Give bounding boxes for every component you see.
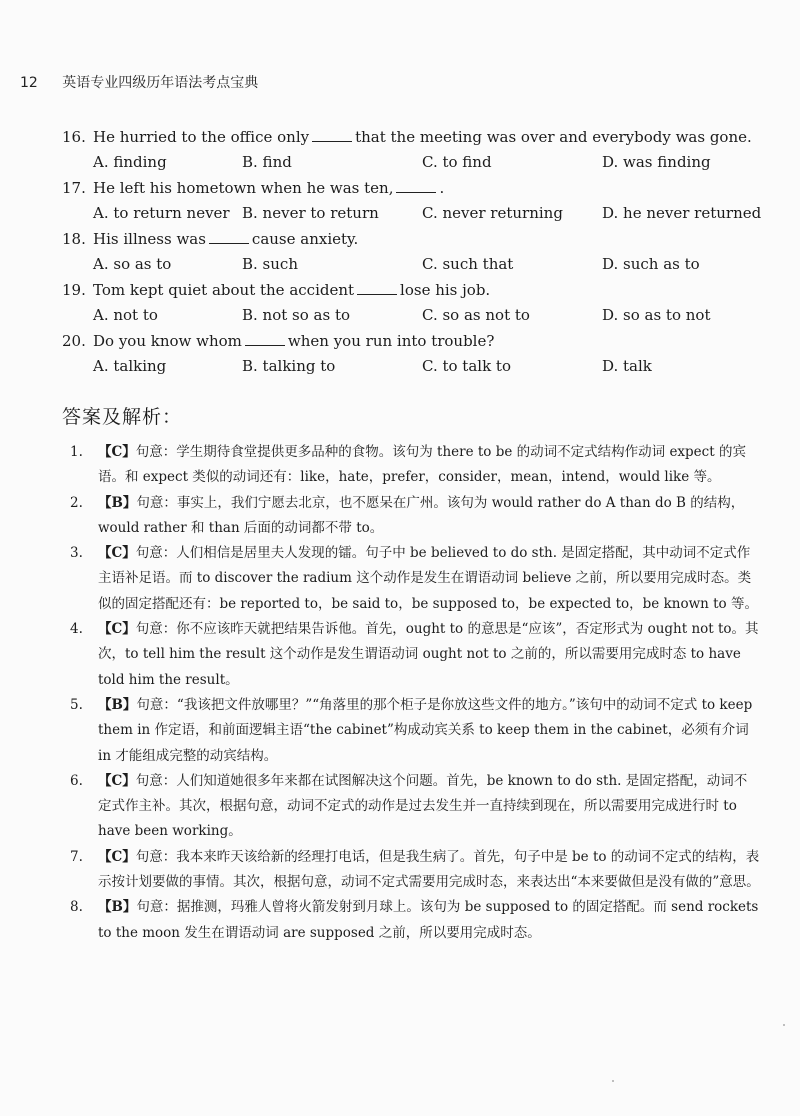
stem-text-after: when you run into trouble? <box>287 332 495 350</box>
option-row <box>62 253 762 279</box>
question-item <box>62 279 762 330</box>
question-list <box>62 126 762 381</box>
stem-text-before: Do you know whom <box>93 332 242 350</box>
option-a: A. not to <box>93 306 158 324</box>
option-a: A. finding <box>93 153 167 171</box>
option-c: C. to find <box>422 153 492 171</box>
option-row <box>62 202 762 228</box>
option-row <box>62 151 762 177</box>
answer-explanation: 句意：你不应该昨天就把结果告诉他。首先，ought to 的意思是“应该”，否定形式为 ought not to。其次，to tell him the result 这个动作是发生谓语动词 ought not to 之前的，所以需要用完成时态 to have told him the result。 <box>98 621 759 688</box>
answer-blank <box>396 178 436 193</box>
answer-item <box>70 541 760 617</box>
answer-explanation: 句意：事实上，我们宁愿去北京，也不愿呆在广州。该句为 would rather do A than do B 的结构，would rather 和 than 后面的动词都不带 to。 <box>98 494 745 536</box>
answer-key: 【B】 <box>98 899 137 916</box>
answer-blank <box>209 229 249 244</box>
question-number: 19. <box>62 281 86 299</box>
stem-text-before: He hurried to the office only <box>93 128 310 146</box>
answer-explanation: 句意：“我该把文件放哪里？”“角落里的那个柜子是你放这些文件的地方。”该句中的动词不定式 to keep them in 作定语，和前面逻辑主语“the cabinet”构成动宾关系 to keep them in the cabinet，必须有介词 in 才能组成完整的动宾结构。 <box>98 696 753 764</box>
stem-text-before: He left his hometown when he was ten, <box>93 179 394 197</box>
answer-number: 2. <box>70 494 83 511</box>
question-number: 18. <box>62 230 86 248</box>
option-b: B. such <box>242 255 298 273</box>
question-stem <box>62 126 762 151</box>
answer-item <box>70 769 760 845</box>
answer-item <box>70 617 760 693</box>
answer-explanation: 句意：人们知道她很多年来都在试图解决这个问题。首先，be known to do sth. 是固定搭配，动词不定式作主补。其次，根据句意，动词不定式的动作是过去发生并一直持续到现在，所以需要用完成进行时 to have been working。 <box>98 772 748 840</box>
answer-key: 【B】 <box>98 696 137 713</box>
question-number: 16. <box>62 128 86 146</box>
book-title: 英语专业四级历年语法考点宝典 <box>62 75 259 91</box>
option-c: C. never returning <box>422 204 563 222</box>
answer-blank <box>357 280 397 295</box>
question-stem <box>62 330 762 355</box>
stem-text-before: Tom kept quiet about the accident <box>93 281 355 299</box>
answer-item <box>70 491 760 542</box>
answer-item <box>70 693 760 769</box>
question-stem <box>62 279 762 304</box>
option-d: D. such as to <box>602 255 700 273</box>
answer-item <box>70 895 760 946</box>
option-a: A. so as to <box>93 255 172 273</box>
stem-text-after: lose his job. <box>400 281 491 299</box>
answer-item <box>70 440 760 491</box>
answer-explanation: 句意：学生期待食堂提供更多品种的食物。该句为 there to be 的动词不定式结构作动词 expect 的宾语。和 expect 类似的动词还有：like，hate，prefer，consider，mean，intend，would like 等。 <box>98 444 746 486</box>
question-item <box>62 177 762 228</box>
option-b: B. never to return <box>242 204 379 222</box>
option-row <box>62 355 762 381</box>
answer-number: 7. <box>70 848 83 865</box>
option-d: D. so as to not <box>602 306 711 324</box>
answer-key: 【C】 <box>98 621 136 638</box>
answer-key: 【C】 <box>98 545 136 562</box>
answer-number: 3. <box>70 545 83 562</box>
stem-text-after: that the meeting was over and everybody was gone. <box>355 128 752 146</box>
answer-number: 6. <box>70 772 83 789</box>
answer-list <box>70 440 760 946</box>
option-d: D. he never returned <box>602 204 762 222</box>
option-a: A. talking <box>93 357 167 375</box>
option-c: C. to talk to <box>422 357 511 375</box>
stem-text-after: . <box>439 179 445 197</box>
answer-item <box>70 845 760 896</box>
answer-explanation: 句意：人们相信是居里夫人发现的镭。句子中 be believed to do sth. 是固定搭配，其中动词不定式作主语补足语。而 to discover the radium 这个动作是发生在谓语动词 believe 之前，所以要用完成时态。类似的固定搭配还有：be reported to，be said to，be supposed to，be expected to，be known to 等。 <box>98 545 758 612</box>
answer-key: 【C】 <box>98 444 136 460</box>
page-number: 12 <box>20 75 38 91</box>
scan-speck <box>783 1024 785 1026</box>
option-b: B. find <box>242 153 292 171</box>
answer-number: 4. <box>70 621 83 638</box>
answer-explanation: 句意：据推测，玛雅人曾将火箭发射到月球上。该句为 be supposed to 的固定搭配。而 send rockets to the moon 发生在谓语动词 are supposed 之前，所以要用完成时态。 <box>98 899 759 941</box>
option-c: C. such that <box>422 255 514 273</box>
scan-speck <box>612 1080 614 1082</box>
stem-text-after: cause anxiety. <box>251 230 359 248</box>
option-c: C. so as not to <box>422 306 530 324</box>
answer-key: 【B】 <box>98 494 137 511</box>
option-b: B. not so as to <box>242 306 351 324</box>
question-item <box>62 228 762 279</box>
stem-text-before: His illness was <box>93 230 206 248</box>
option-b: B. talking to <box>242 357 336 375</box>
option-row <box>62 304 762 330</box>
answer-explanation: 句意：我本来昨天该给新的经理打电话，但是我生病了。首先，句子中是 be to 的动词不定式的结构，表示按计划要做的事情。其次，根据句意，动词不定式需要用完成时态，来表达出“本来要做但是没有做的”意思。 <box>98 848 760 891</box>
question-stem <box>62 228 762 253</box>
question-number: 17. <box>62 179 86 197</box>
question-item <box>62 126 762 177</box>
option-d: D. was finding <box>602 153 711 171</box>
question-number: 20. <box>62 332 86 350</box>
option-d: D. talk <box>602 357 652 375</box>
answers-heading: 答案及解析： <box>62 406 183 428</box>
option-a: A. to return never <box>93 204 230 222</box>
answer-blank <box>245 331 285 346</box>
answer-number: 5. <box>70 696 83 713</box>
answer-number: 1. <box>70 444 83 460</box>
page-header <box>20 72 258 92</box>
question-item <box>62 330 762 381</box>
answer-number: 8. <box>70 899 83 916</box>
answer-blank <box>312 127 352 142</box>
answer-key: 【C】 <box>98 848 136 865</box>
answer-key: 【C】 <box>98 772 136 789</box>
question-stem <box>62 177 762 202</box>
